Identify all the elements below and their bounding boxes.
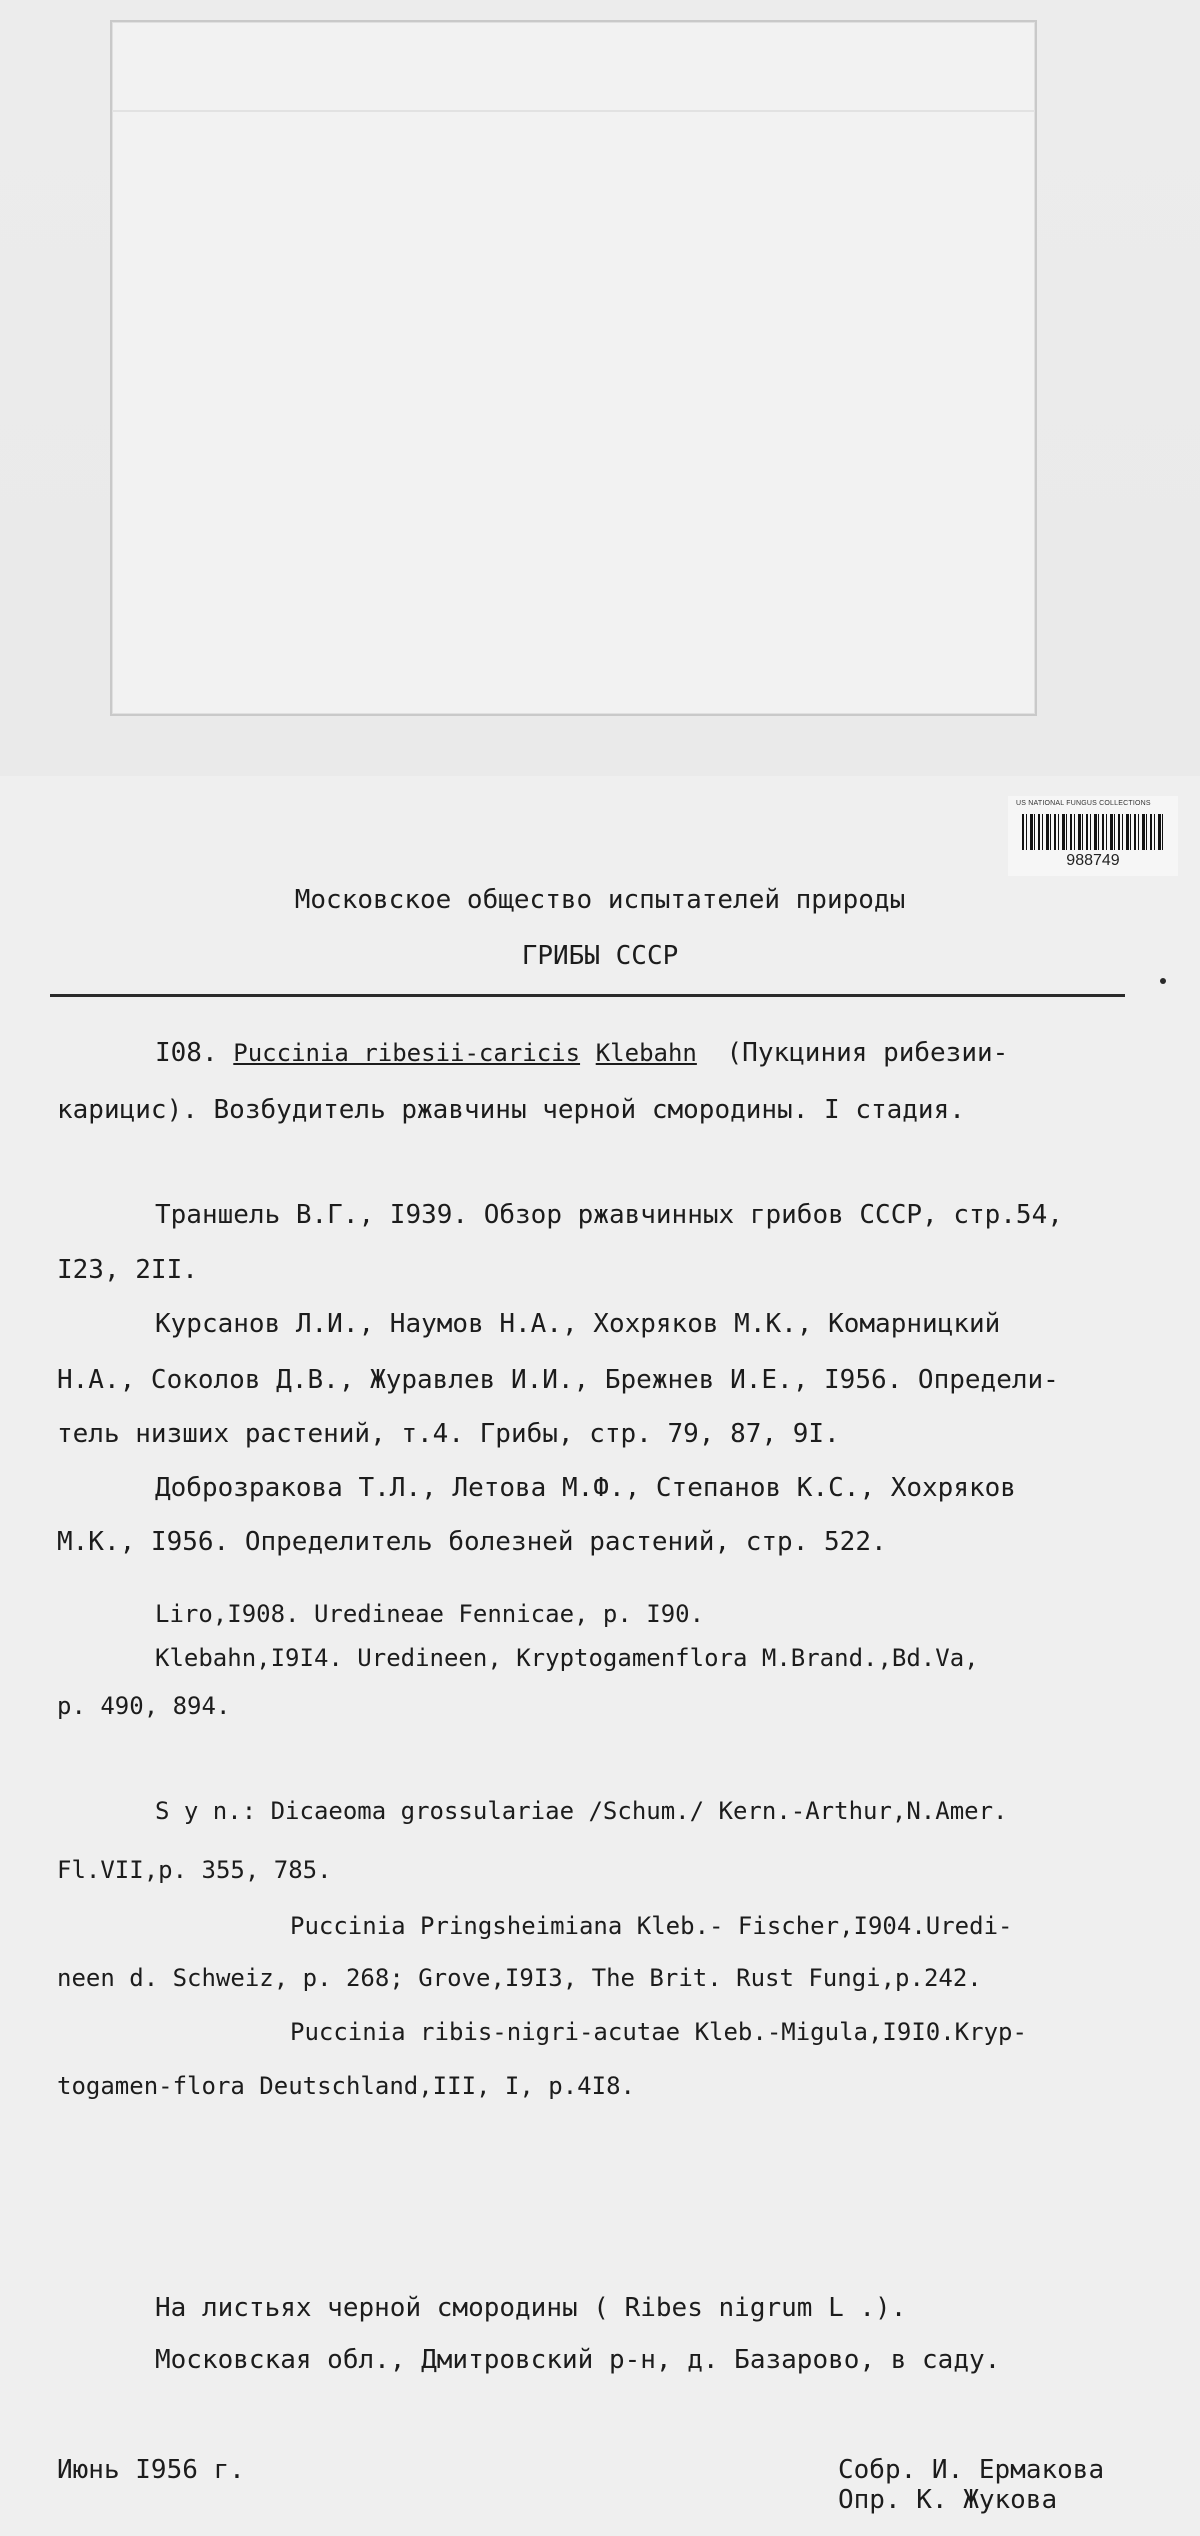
collection-place-line: Московская обл., Дмитровский р-н, д. Базарово, в саду. [155, 2345, 1001, 2375]
collector-name: Собр. И. Ермакова [838, 2455, 1105, 2485]
header-divider-dot [1160, 978, 1166, 984]
header-divider [50, 994, 1125, 997]
synonym-3-line-1: Puccinia ribis-nigri-acutae Kleb.-Migula,I9I0.Kryp- [290, 2018, 1027, 2046]
synonym-1-line-1: S y n.: Dicaeoma grossulariae /Schum./ Kern.-Arthur,N.Amer. [155, 1797, 1008, 1825]
entry-number: I08. [155, 1038, 218, 1068]
barcode-image [1022, 814, 1164, 850]
reference-2-line-3: тель низших растений, т.4. Грибы, стр. 79, 87, 9I. [57, 1419, 840, 1449]
barcode-label [1008, 796, 1178, 876]
species-name: Puccinia ribesii-caricis [233, 1039, 581, 1067]
reference-3-line-2: М.К., I956. Определитель болезней растений, стр. 522. [57, 1527, 887, 1557]
host-plant-line: На листьях черной смородины ( Ribes nigrum L .). [155, 2293, 907, 2323]
synonym-3-line-2: togamen-flora Deutschland,III, I, p.4I8. [57, 2072, 635, 2100]
species-russian-name: (Пукциния рибезии- [726, 1038, 1009, 1068]
synonym-2-line-1: Puccinia Pringsheimiana Kleb.- Fischer,I904.Uredi- [290, 1912, 1013, 1940]
synonym-2-line-2: neen d. Schweiz, p. 268; Grove,I9I3, The Brit. Rust Fungi,p.242. [57, 1964, 982, 1992]
entry-line-1 [155, 1037, 1008, 1069]
reference-3-line-1: Доброзракова Т.Л., Летова М.Ф., Степанов К.С., Хохряков [155, 1473, 1016, 1503]
reference-1-line-2: I23, 2II. [57, 1255, 198, 1285]
barcode-number: 988749 [1066, 852, 1120, 869]
reference-1-line-1: Траншель В.Г., I939. Обзор ржавчинных грибов СССР, стр.54, [155, 1200, 1063, 1230]
entry-line-2: карицис). Возбудитель ржавчины черной смородины. I стадия. [57, 1095, 965, 1125]
species-author: Klebahn [595, 1039, 697, 1067]
reference-2-line-1: Курсанов Л.И., Наумов Н.А., Хохряков М.К., Комарницкий [155, 1309, 1001, 1339]
barcode-collection-name: US NATIONAL FUNGUS COLLECTIONS [1016, 800, 1151, 807]
specimen-packet [110, 20, 1037, 716]
society-heading: Московское общество испытателей природы [294, 885, 906, 915]
reference-5-line-1: Klebahn,I9I4. Uredineen, Kryptogamenflora M.Brand.,Bd.Va, [155, 1644, 979, 1672]
collection-date: Июнь I956 г. [57, 2455, 245, 2485]
reference-5-line-2: p. 490, 894. [57, 1692, 231, 1720]
series-title: ГРИБЫ СССР [521, 941, 679, 971]
synonym-1-line-2: Fl.VII,p. 355, 785. [57, 1856, 332, 1884]
determiner-name: Опр. К. Жукова [838, 2485, 1058, 2515]
packet-fold-line [112, 110, 1035, 112]
reference-2-line-2: Н.А., Соколов Д.В., Журавлев И.И., Брежнев И.Е., I956. Определи- [57, 1365, 1059, 1395]
reference-4-line-1: Liro,I908. Uredineae Fennicae, p. I90. [155, 1600, 705, 1628]
